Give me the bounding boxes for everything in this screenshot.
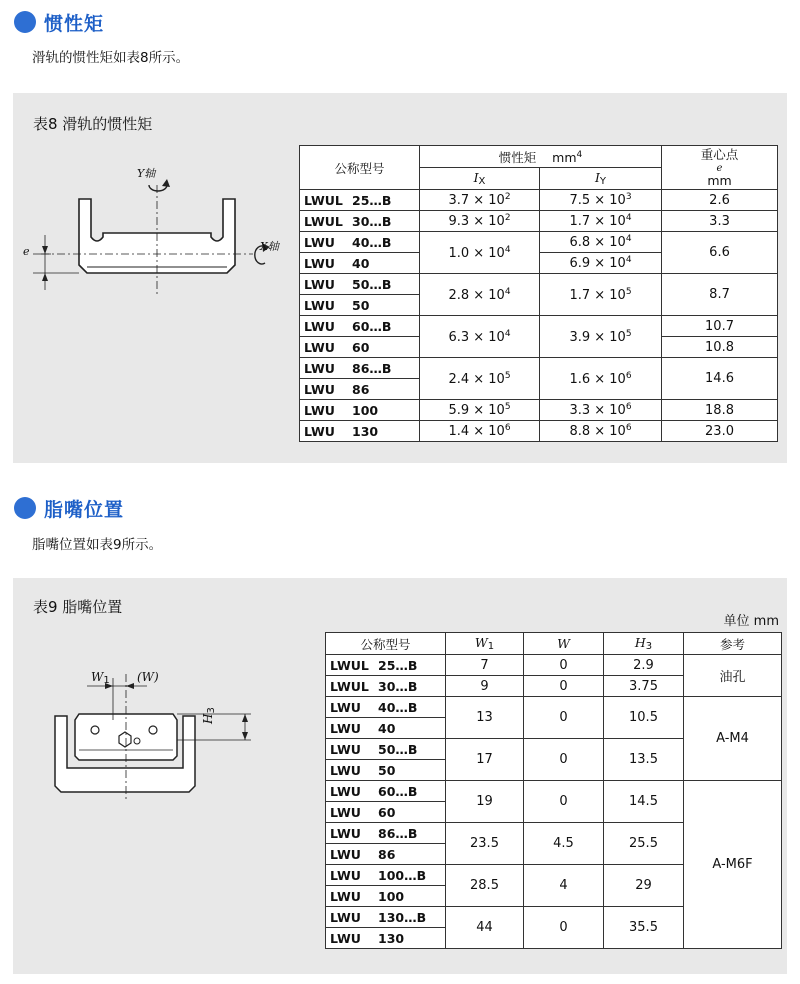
header-cg bbox=[662, 146, 778, 190]
w1-cell: 7 bbox=[446, 655, 524, 676]
table-row bbox=[300, 274, 778, 295]
header-ix-symbol: I bbox=[473, 170, 479, 185]
section-grease-nipple-heading bbox=[14, 494, 124, 522]
table8 bbox=[299, 145, 778, 442]
model-size: 100 bbox=[352, 402, 379, 418]
e-cell: 14.6 bbox=[662, 358, 778, 400]
model-cell bbox=[326, 928, 446, 949]
model-size: 50 bbox=[352, 297, 370, 313]
table-row bbox=[300, 190, 778, 211]
model-series: LWU bbox=[304, 234, 335, 250]
iy-exponent: 6 bbox=[625, 370, 632, 381]
model-cell bbox=[300, 253, 420, 274]
model-cell bbox=[326, 739, 446, 760]
iy-exponent: 5 bbox=[625, 328, 632, 339]
model-size: 40 bbox=[352, 255, 370, 271]
iy-mantissa: 1.7 × 10 bbox=[569, 214, 626, 229]
table-row bbox=[300, 211, 778, 232]
section-description: 滑轨的惯性矩如表8所示。 bbox=[32, 50, 190, 66]
model-cell bbox=[326, 718, 446, 739]
model-series: LWUL bbox=[304, 213, 343, 229]
header-model: 公称型号 bbox=[326, 633, 446, 655]
model-size: 130 bbox=[352, 423, 379, 439]
h3-cell: 3.75 bbox=[604, 676, 684, 697]
model-cell bbox=[300, 274, 420, 295]
h3-cell: 14.5 bbox=[604, 781, 684, 823]
model-size: 60…B bbox=[352, 318, 392, 334]
model-series: LWU bbox=[330, 909, 361, 925]
iy-cell bbox=[540, 358, 662, 400]
e-cell: 6.6 bbox=[662, 232, 778, 274]
h3-arrow-bottom bbox=[242, 732, 248, 740]
model-series: LWU bbox=[330, 699, 361, 715]
model-cell bbox=[326, 844, 446, 865]
model-size: 86…B bbox=[378, 825, 418, 841]
w-cell: 0 bbox=[524, 697, 604, 739]
model-series: LWUL bbox=[330, 678, 369, 694]
w1-cell: 28.5 bbox=[446, 865, 524, 907]
e-cell: 2.6 bbox=[662, 190, 778, 211]
e-dimension-label: e bbox=[23, 245, 30, 258]
x-axis-label: X轴 bbox=[260, 240, 279, 253]
ix-cell bbox=[420, 232, 540, 274]
model-size: 30…B bbox=[352, 213, 392, 229]
iy-cell bbox=[540, 253, 662, 274]
header-cg-label: 重心点 bbox=[700, 146, 739, 162]
w1-cell: 19 bbox=[446, 781, 524, 823]
section-inertia-heading bbox=[14, 8, 104, 36]
w1-cell: 17 bbox=[446, 739, 524, 781]
table-caption: 表9 脂嘴位置 bbox=[33, 598, 123, 616]
ref-cell: 油孔 bbox=[684, 655, 782, 697]
iy-exponent: 6 bbox=[625, 423, 632, 433]
model-series: LWU bbox=[330, 741, 361, 757]
w1-diagram-label bbox=[91, 670, 110, 686]
iy-mantissa: 3.3 × 10 bbox=[569, 403, 626, 418]
table-row bbox=[326, 781, 782, 802]
model-size: 25…B bbox=[352, 192, 392, 208]
model-size: 30…B bbox=[378, 678, 418, 694]
w-cell: 0 bbox=[524, 676, 604, 697]
header-inertia bbox=[420, 146, 662, 168]
model-series: LWU bbox=[330, 867, 361, 883]
model-series: LWU bbox=[304, 381, 335, 397]
e-cell: 18.8 bbox=[662, 400, 778, 421]
y-rotation-arrowhead bbox=[162, 179, 170, 187]
table9-panel bbox=[13, 578, 787, 974]
model-cell bbox=[326, 823, 446, 844]
model-cell bbox=[300, 190, 420, 211]
model-series: LWU bbox=[330, 825, 361, 841]
model-cell bbox=[326, 907, 446, 928]
ix-mantissa: 2.4 × 10 bbox=[448, 371, 505, 387]
iy-mantissa: 6.8 × 10 bbox=[569, 235, 626, 250]
header-w1-sub: 1 bbox=[487, 641, 495, 652]
section-title: 惯性矩 bbox=[44, 12, 105, 35]
model-cell bbox=[300, 358, 420, 379]
model-series: LWU bbox=[304, 255, 335, 271]
iy-cell bbox=[540, 316, 662, 358]
model-size: 100 bbox=[378, 888, 405, 904]
model-size: 40…B bbox=[378, 699, 418, 715]
w-cell: 4 bbox=[524, 865, 604, 907]
model-size: 25…B bbox=[378, 657, 418, 673]
w1-cell: 23.5 bbox=[446, 823, 524, 865]
model-series: LWU bbox=[304, 402, 335, 418]
h3-cell: 2.9 bbox=[604, 655, 684, 676]
model-size: 60…B bbox=[378, 783, 418, 799]
header-ix-sub: X bbox=[478, 176, 486, 187]
model-size: 86 bbox=[352, 381, 370, 397]
w1-symbol: W bbox=[91, 670, 104, 684]
w1-cell: 44 bbox=[446, 907, 524, 949]
ix-cell bbox=[420, 421, 540, 442]
model-cell bbox=[300, 379, 420, 400]
ix-cell bbox=[420, 358, 540, 400]
w1-sub: 1 bbox=[103, 675, 110, 686]
e-cell: 23.0 bbox=[662, 421, 778, 442]
header-h3-symbol: H bbox=[634, 635, 646, 650]
header-ref: 参考 bbox=[684, 633, 782, 655]
ix-mantissa: 2.8 × 10 bbox=[448, 287, 505, 303]
header-h3 bbox=[604, 633, 684, 655]
iy-mantissa: 1.6 × 10 bbox=[569, 371, 626, 387]
table-caption: 表8 滑轨的惯性矩 bbox=[33, 115, 153, 133]
iy-cell bbox=[540, 190, 662, 211]
iy-cell bbox=[540, 400, 662, 421]
w-cell: 0 bbox=[524, 907, 604, 949]
bullet-icon bbox=[14, 497, 36, 519]
model-cell bbox=[326, 781, 446, 802]
header-w1 bbox=[446, 633, 524, 655]
model-series: LWU bbox=[304, 318, 335, 334]
header-iy-sub: Y bbox=[599, 176, 607, 187]
e-cell: 10.8 bbox=[662, 337, 778, 358]
model-cell bbox=[300, 295, 420, 316]
e-cell: 10.7 bbox=[662, 316, 778, 337]
model-cell bbox=[300, 337, 420, 358]
ix-exponent: 5 bbox=[504, 370, 511, 381]
model-cell bbox=[300, 400, 420, 421]
model-series: LWU bbox=[330, 846, 361, 862]
header-w1-symbol: W bbox=[474, 635, 488, 650]
model-size: 40…B bbox=[352, 234, 392, 250]
header-h3-sub: 3 bbox=[645, 641, 653, 652]
table9 bbox=[325, 632, 782, 949]
ix-exponent: 4 bbox=[504, 244, 511, 255]
w1-arrow-right bbox=[126, 683, 134, 689]
table-row bbox=[300, 232, 778, 253]
header-iy-symbol: I bbox=[594, 170, 600, 185]
model-series: LWU bbox=[330, 930, 361, 946]
iy-exponent: 6 bbox=[625, 402, 632, 412]
model-cell bbox=[326, 802, 446, 823]
iy-mantissa: 1.7 × 10 bbox=[569, 287, 626, 303]
ix-cell bbox=[420, 400, 540, 421]
h3-cell: 29 bbox=[604, 865, 684, 907]
ix-cell bbox=[420, 211, 540, 232]
h3-sub: 3 bbox=[206, 707, 217, 714]
h3-cell: 25.5 bbox=[604, 823, 684, 865]
dim-e-arrow-bottom bbox=[42, 273, 48, 281]
model-series: LWU bbox=[304, 297, 335, 313]
ix-exponent: 4 bbox=[504, 328, 511, 339]
model-series: LWU bbox=[330, 888, 361, 904]
model-cell bbox=[326, 886, 446, 907]
model-cell bbox=[326, 865, 446, 886]
header-iy bbox=[540, 168, 662, 190]
ix-mantissa: 9.3 × 10 bbox=[448, 214, 505, 229]
model-series: LWU bbox=[330, 804, 361, 820]
iy-mantissa: 3.9 × 10 bbox=[569, 329, 626, 345]
model-size: 86 bbox=[378, 846, 396, 862]
model-size: 50 bbox=[378, 762, 396, 778]
ix-cell bbox=[420, 274, 540, 316]
iy-cell bbox=[540, 274, 662, 316]
header-ix bbox=[420, 168, 540, 190]
iy-cell bbox=[540, 232, 662, 253]
h3-cell: 35.5 bbox=[604, 907, 684, 949]
header-cg-unit: mm bbox=[707, 172, 732, 188]
h3-symbol: H bbox=[201, 713, 215, 724]
model-cell bbox=[300, 232, 420, 253]
w1-cell: 13 bbox=[446, 697, 524, 739]
table8-panel bbox=[13, 93, 787, 463]
h3-cell: 13.5 bbox=[604, 739, 684, 781]
w1-cell: 9 bbox=[446, 676, 524, 697]
model-size: 50…B bbox=[352, 276, 392, 292]
w-cell: 0 bbox=[524, 655, 604, 676]
table-row bbox=[326, 655, 782, 676]
model-size: 130 bbox=[378, 930, 405, 946]
iy-exponent: 5 bbox=[625, 286, 632, 297]
y-axis-label: Y轴 bbox=[137, 167, 156, 180]
iy-mantissa: 6.9 × 10 bbox=[569, 256, 626, 271]
model-size: 100…B bbox=[378, 867, 427, 883]
model-size: 50…B bbox=[378, 741, 418, 757]
ix-exponent: 2 bbox=[504, 192, 511, 202]
model-size: 130…B bbox=[378, 909, 427, 925]
ref-cell: A-M4 bbox=[684, 697, 782, 781]
model-series: LWUL bbox=[330, 657, 369, 673]
iy-mantissa: 8.8 × 10 bbox=[569, 424, 626, 439]
model-series: LWU bbox=[304, 423, 335, 439]
rail-cross-section-diagram bbox=[21, 155, 291, 315]
model-series: LWU bbox=[304, 339, 335, 355]
table-row bbox=[300, 400, 778, 421]
ix-mantissa: 6.3 × 10 bbox=[448, 329, 505, 345]
header-inertia-label: 惯性矩 bbox=[498, 149, 537, 165]
bolt-left bbox=[91, 726, 99, 734]
model-size: 60 bbox=[378, 804, 396, 820]
iy-exponent: 4 bbox=[625, 213, 632, 223]
model-size: 40 bbox=[378, 720, 396, 736]
iy-exponent: 4 bbox=[625, 255, 632, 265]
model-cell bbox=[300, 316, 420, 337]
ix-mantissa: 1.4 × 10 bbox=[448, 424, 505, 439]
grease-nipple bbox=[119, 732, 131, 747]
w-diagram-label: (W) bbox=[137, 670, 159, 684]
model-series: LWU bbox=[304, 276, 335, 292]
model-series: LWUL bbox=[304, 192, 343, 208]
h3-arrow-top bbox=[242, 714, 248, 722]
iy-exponent: 3 bbox=[625, 192, 632, 202]
model-series: LWU bbox=[304, 360, 335, 376]
h3-cell: 10.5 bbox=[604, 697, 684, 739]
w-cell: 0 bbox=[524, 739, 604, 781]
header-w bbox=[524, 633, 604, 655]
ix-mantissa: 3.7 × 10 bbox=[448, 193, 505, 208]
header-model: 公称型号 bbox=[300, 146, 420, 190]
iy-cell bbox=[540, 211, 662, 232]
model-series: LWU bbox=[330, 762, 361, 778]
ix-exponent: 4 bbox=[504, 286, 511, 297]
iy-cell bbox=[540, 421, 662, 442]
header-w-symbol: W bbox=[557, 636, 570, 651]
grease-nipple-diagram bbox=[43, 660, 283, 810]
model-cell bbox=[326, 760, 446, 781]
model-series: LWU bbox=[330, 720, 361, 736]
dim-e-arrow-top bbox=[42, 246, 48, 254]
header-cg-symbol: e bbox=[716, 162, 723, 174]
model-cell bbox=[326, 676, 446, 697]
e-cell: 8.7 bbox=[662, 274, 778, 316]
ix-exponent: 6 bbox=[504, 423, 511, 433]
header-inertia-unit-exp: 4 bbox=[576, 149, 583, 160]
iy-mantissa: 7.5 × 10 bbox=[569, 193, 626, 208]
model-cell bbox=[326, 655, 446, 676]
ix-mantissa: 5.9 × 10 bbox=[448, 403, 505, 418]
h3-diagram-label bbox=[201, 707, 217, 724]
bullet-icon bbox=[14, 11, 36, 33]
model-cell bbox=[300, 421, 420, 442]
w-cell: 0 bbox=[524, 781, 604, 823]
iy-exponent: 4 bbox=[625, 234, 632, 244]
model-series: LWU bbox=[330, 783, 361, 799]
header-inertia-unit: mm bbox=[552, 149, 577, 165]
grease-nipple-small bbox=[134, 738, 140, 744]
ix-mantissa: 1.0 × 10 bbox=[448, 245, 505, 261]
table-row bbox=[300, 316, 778, 337]
table-row bbox=[300, 421, 778, 442]
e-cell: 3.3 bbox=[662, 211, 778, 232]
model-size: 86…B bbox=[352, 360, 392, 376]
ix-cell bbox=[420, 316, 540, 358]
ix-exponent: 2 bbox=[504, 213, 511, 223]
bolt-right bbox=[149, 726, 157, 734]
section-description: 脂嘴位置如表9所示。 bbox=[32, 537, 163, 553]
model-cell bbox=[326, 697, 446, 718]
model-cell bbox=[300, 211, 420, 232]
table-row bbox=[300, 358, 778, 379]
ix-cell bbox=[420, 190, 540, 211]
table-row bbox=[326, 697, 782, 718]
model-size: 60 bbox=[352, 339, 370, 355]
unit-note: 单位 mm bbox=[723, 614, 779, 629]
w-cell: 4.5 bbox=[524, 823, 604, 865]
section-title: 脂嘴位置 bbox=[44, 498, 125, 521]
ix-exponent: 5 bbox=[504, 402, 511, 412]
ref-cell: A-M6F bbox=[684, 781, 782, 949]
